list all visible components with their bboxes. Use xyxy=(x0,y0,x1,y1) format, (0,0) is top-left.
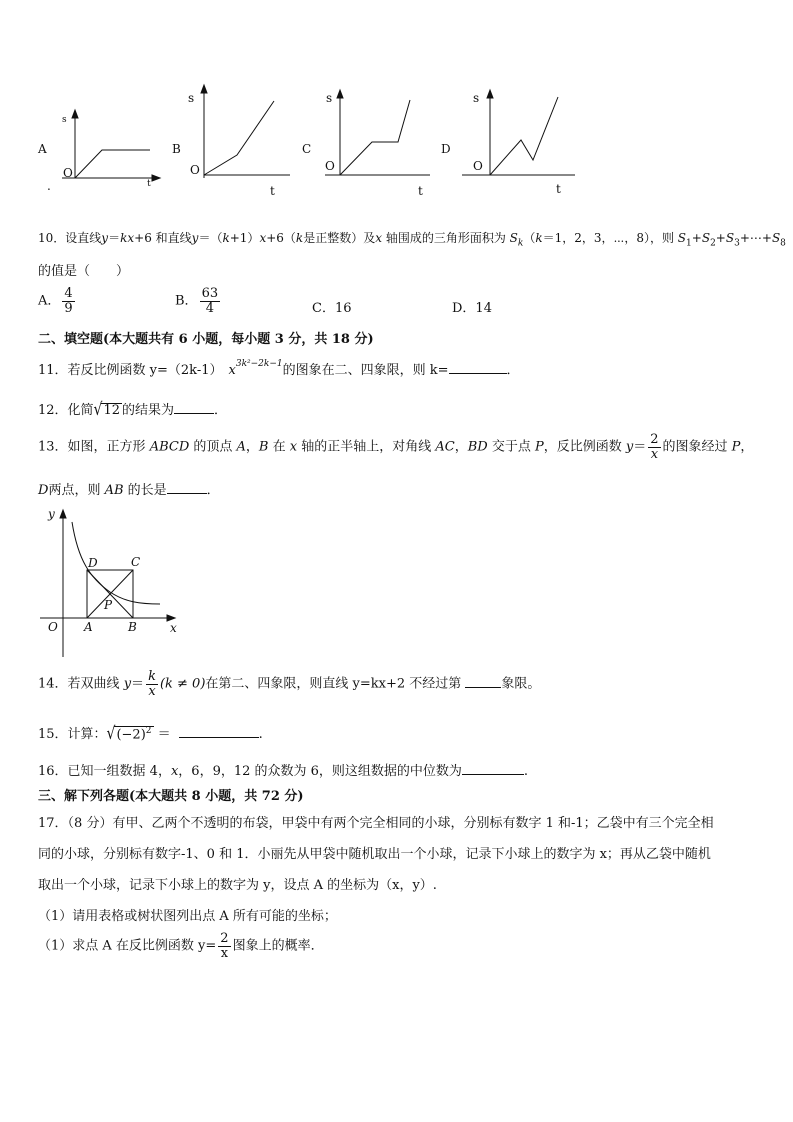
option-graphs xyxy=(0,0,793,210)
question-11: 11．若反比例函数 y=（2k-1） $x^{3k^2-2k-1}$的图象在二、四象限，则 k= ． xyxy=(38,358,520,378)
question-13-line2: D两点，则 AB 的长是 ． xyxy=(38,483,220,498)
graph-a-option: A xyxy=(38,142,47,156)
question-17-part-2: （1）求点 A 在反比例函数 y= $\frac{2}{x}$ 图象上的概率． xyxy=(38,931,324,961)
graph-a-ylabel: s xyxy=(62,115,67,125)
fig13-p-label: P xyxy=(104,598,113,612)
question-10-option-d: D．14 xyxy=(452,301,492,316)
section-2-heading: 二、填空题(本大题共有 6 小题，每小题 3 分，共 18 分) xyxy=(38,332,374,347)
question-10-line2: 的值是（ ） xyxy=(38,264,130,279)
fig13-x-label: x xyxy=(170,621,177,635)
graph-b-xlabel: t xyxy=(270,184,275,198)
fig13-b-label: B xyxy=(128,620,137,634)
graph-a-origin: O xyxy=(63,166,73,180)
graph-b-ylabel: s xyxy=(188,91,195,105)
question-13: 13．如图，正方形 ABCD 的顶点 A，B 在 x 轴的正半轴上，对角线 AC，BD 交于点 P，反比例函数 y＝ $\frac{2}{x}$ 的图象经过 P， xyxy=(38,432,754,462)
question-17-part-1: （1）请用表格或树状图列出点 A 所有可能的坐标； xyxy=(38,909,337,924)
question-16: 16．已知一组数据 4，x，6，9，12 的众数为 6，则这组数据的中位数为 . xyxy=(38,764,529,779)
question-17-line3: 取出一个小球，记录下小球上的数字为 y，设点 A 的坐标为（x，y）. xyxy=(38,878,437,893)
question-15: 15．计算：$√(-2)^2$ ＝ . xyxy=(38,724,263,744)
graph-c-xlabel: t xyxy=(418,184,423,198)
graph-a-xlabel: t xyxy=(147,179,151,189)
question-10-option-b: B． $\frac{63}{4}$ xyxy=(175,286,219,316)
fig13-c-label: C xyxy=(131,555,141,569)
graph-d-option: D xyxy=(441,142,451,156)
question-17-line1: 17．（8 分）有甲、乙两个不透明的布袋，甲袋中有两个完全相同的小球，分别标有数字 1 和-1；乙袋中有三个完全相 xyxy=(38,816,714,831)
question-10: 10．设直线y＝kx+6 和直线y＝（k+1）x+6（k是正整数）及x 轴围成的三角形面积为 $S_k(k=1$，2，3，⋯，8），则 $S_1+S_2+S_3+\cdots+S_8$ xyxy=(38,231,786,249)
figure-13 xyxy=(30,500,190,660)
graph-b-option: B xyxy=(172,142,181,156)
question-12: 12．化简√12 的结果为 ． xyxy=(38,400,228,420)
graph-a-dot: . xyxy=(47,179,51,193)
fig13-y-label: y xyxy=(48,507,55,521)
fig13-d-label: D xyxy=(88,556,98,570)
graph-c-option: C xyxy=(302,142,312,156)
question-10-option-a: A． $\frac{4}{9}$ xyxy=(38,286,73,316)
fig13-a-label: A xyxy=(84,620,93,634)
fig13-origin-label: O xyxy=(48,620,58,634)
graph-d-xlabel: t xyxy=(556,182,561,196)
question-14: 14．若双曲线 y＝ $\frac{k}{x}$ (k ≠ 0)在第二、四象限，则直线 y=kx+2 不经过第 象限。 xyxy=(38,669,541,699)
section-3-heading: 三、解下列各题(本大题共 8 小题，共 72 分) xyxy=(38,789,304,804)
graph-d-ylabel: s xyxy=(473,91,480,105)
graph-d-origin: O xyxy=(473,159,483,173)
question-10-option-c: C．16 xyxy=(312,301,352,316)
graph-b-origin: O xyxy=(190,163,200,177)
graph-c-origin: O xyxy=(325,159,335,173)
graph-c-ylabel: s xyxy=(326,91,333,105)
question-17-line2: 同的小球，分别标有数字-1、0 和 1．小丽先从甲袋中随机取出一个小球，记录下小球上的数字为 x；再从乙袋中随机 xyxy=(38,847,711,862)
